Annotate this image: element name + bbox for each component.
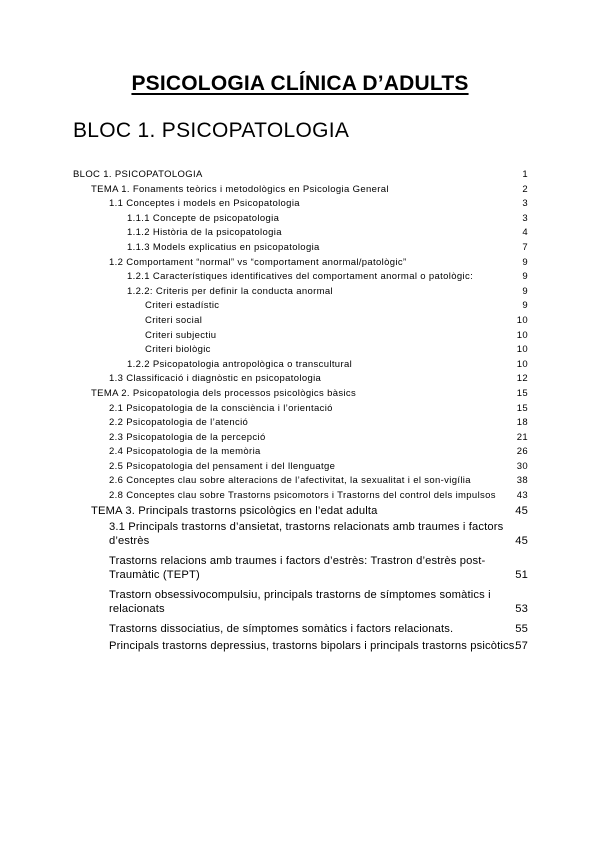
toc-entry-1-1-1[interactable] xyxy=(0,212,600,227)
toc-entry-1-1-2[interactable] xyxy=(0,226,600,241)
toc-entry-title: 1.1.2 Història de la psicopatologia xyxy=(127,227,282,239)
toc-entry-title: 1.2.2: Criteris per definir la conducta anormal xyxy=(127,285,334,297)
page-title: PSICOLOGIA CLÍNICA D’ADULTS xyxy=(131,72,469,95)
toc-entry-1-1-3[interactable] xyxy=(0,241,600,256)
toc-entry-page: 26 xyxy=(516,446,528,458)
toc-entry-page: 12 xyxy=(516,373,528,385)
toc-entry-2-3[interactable] xyxy=(0,431,600,446)
toc-entry-page: 3 xyxy=(522,198,528,210)
toc-entry-title: BLOC 1. PSICOPATOLOGIA xyxy=(73,169,203,180)
toc-entry-title: TEMA 2. Psicopatologia dels processos psicològics bàsics xyxy=(91,387,357,399)
toc-entry-page: 57 xyxy=(515,639,528,652)
toc-entry-1-2-2-transcultural[interactable] xyxy=(0,358,600,373)
toc-entry-page: 51 xyxy=(515,569,528,582)
toc-entry-title: 1.2.2 Psicopatologia antropològica o transcultural xyxy=(127,358,353,370)
toc-entry-title: 2.4 Psicopatologia de la memòria xyxy=(109,446,261,458)
toc-entry-title: Criteri biològic xyxy=(145,344,211,356)
toc-entry-title: 2.5 Psicopatologia del pensament i del llenguatge xyxy=(109,460,336,472)
toc-entry-title: 2.2 Psicopatologia de l’atenció xyxy=(109,417,249,429)
toc-entry-1-2[interactable] xyxy=(0,256,600,271)
toc-entry-1-2-2[interactable] xyxy=(0,285,600,300)
toc-entry-page: 2 xyxy=(522,183,528,195)
toc-entry-title: Criteri estadístic xyxy=(145,300,220,312)
toc-entry-title: 2.6 Conceptes clau sobre alteracions de l’afectivitat, la sexualitat i el son-vigília xyxy=(109,475,471,487)
toc-entry-title: Trastorn obsessivocompulsiu, principals trastorns de símptomes somàtics i relacionats xyxy=(109,589,491,615)
toc-entry-title: Principals trastorns depressius, trastorns bipolars i principals trastorns psicòtics. xyxy=(109,639,518,652)
toc-entry-page: 9 xyxy=(522,256,528,268)
toc-entry-page: 38 xyxy=(516,475,528,487)
toc-entry-title: 1.3 Classificació i diagnòstic en psicopatologia xyxy=(109,373,322,385)
toc-entry-page: 10 xyxy=(516,329,528,341)
toc-entry-page: 3 xyxy=(522,212,528,224)
toc-entry-criteri-biologic[interactable] xyxy=(0,343,600,358)
toc-entry-title: Trastorns dissociatius, de símptomes somàtics i factors relacionats. xyxy=(109,623,454,636)
toc-entry-page: 21 xyxy=(516,431,528,443)
toc-entry-criteri-social[interactable] xyxy=(0,314,600,329)
toc-entry-3-1[interactable] xyxy=(0,520,600,554)
toc-entry-title: TEMA 1. Fonaments teòrics i metodològics en Psicologia General xyxy=(91,183,389,195)
toc-entry-tema-3[interactable] xyxy=(0,504,600,521)
bloc-heading: BLOC 1. PSICOPATOLOGIA xyxy=(73,119,350,142)
toc-entry-page: 9 xyxy=(522,285,528,297)
toc-entry-criteri-estadistic[interactable] xyxy=(0,299,600,314)
toc-entry-2-1[interactable] xyxy=(0,402,600,417)
toc-entry-title: 1.1.3 Models explicatius en psicopatologia xyxy=(127,241,320,253)
toc-entry-title: 2.1 Psicopatologia de la consciència i l’orientació xyxy=(109,402,333,414)
toc-entry-2-6[interactable] xyxy=(0,474,600,489)
toc-entry-title: 1.2 Comportament “normal” vs “comportament anormal/patològic” xyxy=(109,256,407,268)
toc-entry-title: 3.1 Principals trastorns d’ansietat, trastorns relacionats amb traumes i factors d’estrès xyxy=(109,521,504,547)
toc-entry-page: 4 xyxy=(522,227,528,239)
toc-entry-2-2[interactable] xyxy=(0,416,600,431)
toc-entry-2-4[interactable] xyxy=(0,445,600,460)
toc-entry-page: 15 xyxy=(516,387,528,399)
toc-entry-toc-somatics[interactable] xyxy=(0,588,600,622)
toc-entry-page: 18 xyxy=(516,417,528,429)
toc-entry-page: 9 xyxy=(522,271,528,283)
toc-entry-2-8[interactable] xyxy=(0,489,600,504)
toc-entry-page: 45 xyxy=(515,504,528,517)
toc-entry-page: 43 xyxy=(516,490,528,502)
toc-entry-criteri-subjectiu[interactable] xyxy=(0,329,600,344)
toc-entry-page: 7 xyxy=(522,241,528,253)
toc-entry-page: 10 xyxy=(516,344,528,356)
toc-entry-title: 1.2.1 Característiques identificatives del comportament anormal o patològic: xyxy=(127,271,474,283)
toc-entry-title: 1.1 Conceptes i models en Psicopatologia xyxy=(109,198,300,210)
toc-entry-page: 10 xyxy=(516,314,528,326)
toc-entry-1-1[interactable] xyxy=(0,197,600,212)
toc-entry-title: TEMA 3. Principals trastorns psicològics en l’edat adulta xyxy=(91,504,378,517)
table-of-contents xyxy=(0,168,600,655)
toc-entry-title: Criteri social xyxy=(145,314,203,326)
toc-entry-depressius[interactable] xyxy=(0,639,600,656)
toc-entry-tema-1[interactable] xyxy=(0,183,600,198)
toc-entry-1-2-1[interactable] xyxy=(0,270,600,285)
toc-entry-title: 1.1.1 Concepte de psicopatologia xyxy=(127,212,280,224)
toc-entry-page: 9 xyxy=(522,300,528,312)
toc-entry-page: 10 xyxy=(516,358,528,370)
toc-entry-tema-2[interactable] xyxy=(0,387,600,402)
toc-entry-title: Criteri subjectiu xyxy=(145,329,217,341)
toc-entry-page: 15 xyxy=(516,402,528,414)
toc-entry-2-5[interactable] xyxy=(0,460,600,475)
toc-entry-page: 55 xyxy=(515,623,528,636)
toc-entry-title: 2.8 Conceptes clau sobre Trastorns psicomotors i Trastorns del control dels impulsos xyxy=(109,490,496,502)
toc-entry-bloc-1[interactable] xyxy=(0,168,600,183)
toc-entry-page: 53 xyxy=(515,603,528,616)
toc-entry-dissociatius[interactable] xyxy=(0,622,600,639)
toc-entry-page: 45 xyxy=(515,535,528,548)
toc-entry-title: 2.3 Psicopatologia de la percepció xyxy=(109,431,266,443)
toc-entry-page: 1 xyxy=(522,169,528,180)
toc-entry-1-3[interactable] xyxy=(0,372,600,387)
toc-entry-tept[interactable] xyxy=(0,554,600,588)
toc-entry-title: Trastorns relacions amb traumes i factors d’estrès: Trastron d’estrès post-Traumàtic (TEPT) xyxy=(109,555,486,581)
toc-entry-page: 30 xyxy=(516,460,528,472)
